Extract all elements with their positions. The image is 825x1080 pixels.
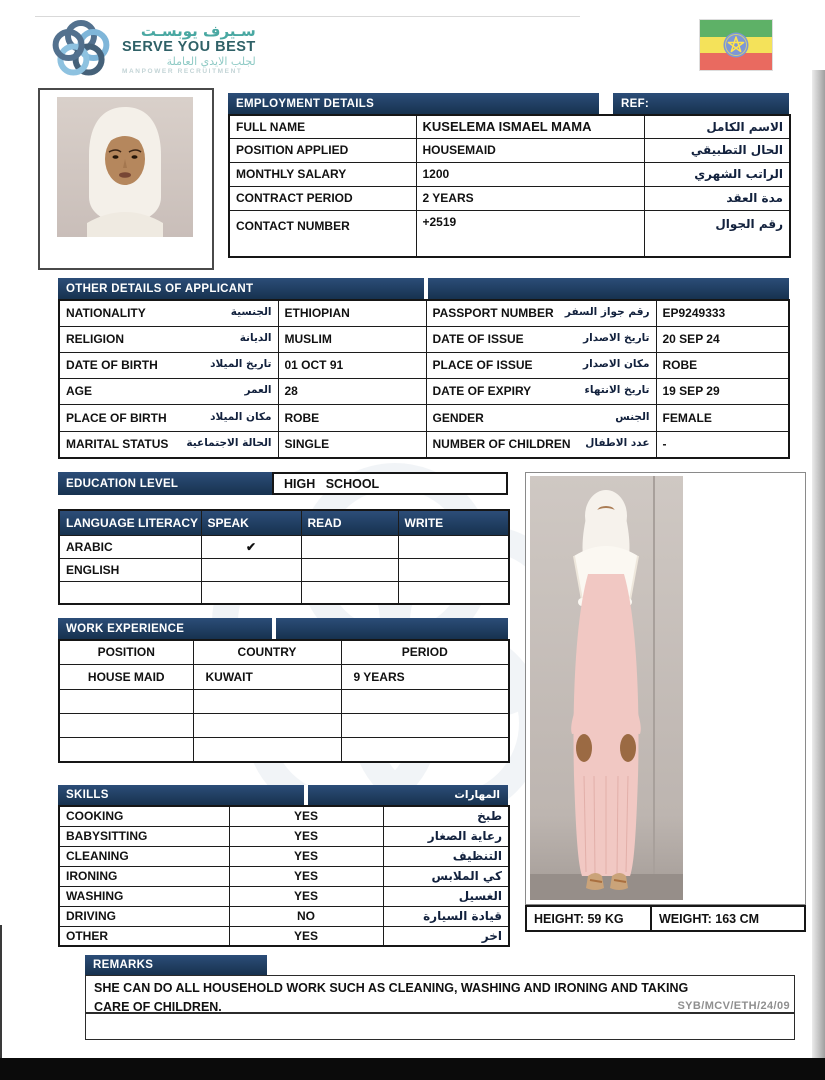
other-details-header — [58, 278, 789, 299]
fullbody-photo-frame — [525, 472, 806, 905]
language-name: ARABIC — [59, 535, 201, 558]
table-row — [59, 689, 509, 713]
cell — [398, 558, 509, 581]
cell — [301, 558, 398, 581]
skills-header — [58, 785, 508, 805]
field-label: NATIONALITY الجنسية — [59, 300, 278, 326]
table-row — [59, 378, 789, 404]
table-row — [229, 138, 790, 162]
agency-logo-icon — [50, 18, 112, 80]
applicant-headshot-photo — [57, 97, 193, 237]
table-row — [59, 806, 509, 826]
language-name: ENGLISH — [59, 558, 201, 581]
field-value: ROBE — [656, 352, 789, 378]
column-header: READ — [301, 510, 398, 535]
skill-name-ar: اخر — [383, 926, 509, 946]
column-header: POSITION — [59, 640, 193, 664]
remarks-empty-row — [85, 1013, 795, 1040]
weight-value: WEIGHT: 163 CM — [652, 905, 806, 932]
field-value: KUSELEMA ISMAEL MAMA — [416, 115, 644, 138]
field-value: 28 — [278, 378, 426, 404]
column-header: LANGUAGE LITERACY — [59, 510, 201, 535]
table-row — [59, 352, 789, 378]
headshot-photo-frame — [38, 88, 214, 270]
field-value: 2 YEARS — [416, 186, 644, 210]
column-header: COUNTRY — [193, 640, 341, 664]
header-notch — [272, 618, 276, 639]
skill-name-ar: الغسيل — [383, 886, 509, 906]
table-row — [59, 664, 509, 689]
header-notch — [424, 278, 428, 299]
field-label: PLACE OF ISSUE مكان الاصدار — [426, 352, 656, 378]
cell — [301, 535, 398, 558]
remarks-header — [85, 955, 267, 975]
agency-name: SERVE YOU BEST — [122, 39, 256, 56]
table-row — [59, 300, 789, 326]
skill-name-ar: طبخ — [383, 806, 509, 826]
measurements-row — [525, 905, 806, 932]
table-row — [59, 737, 509, 762]
field-label: AGE العمر — [59, 378, 278, 404]
skills-table — [58, 805, 510, 947]
field-label-ar: رقم الجوال — [644, 210, 790, 257]
skills-title-ar: المهارات — [454, 789, 500, 801]
table-row — [59, 640, 509, 664]
field-label: CONTRACT PERIOD — [229, 186, 416, 210]
cell — [341, 689, 509, 713]
skill-value: YES — [229, 826, 383, 846]
cell — [398, 535, 509, 558]
skill-name-ar: رعاية الصغار — [383, 826, 509, 846]
skill-name-ar: كي الملابس — [383, 866, 509, 886]
cell — [301, 581, 398, 604]
applicant-fullbody-photo — [530, 476, 683, 900]
field-label: NUMBER OF CHILDREN عدد الاطفال — [426, 431, 656, 458]
cell — [341, 737, 509, 762]
employment-details-header — [228, 93, 599, 114]
field-value: 01 OCT 91 — [278, 352, 426, 378]
field-label-ar: الراتب الشهري — [644, 162, 790, 186]
employment-details-title: EMPLOYMENT DETAILS — [236, 97, 375, 110]
cell — [193, 713, 341, 737]
work-experience-table — [58, 639, 510, 763]
work-country: KUWAIT — [193, 664, 341, 689]
document-reference-code: SYB/MCV/ETH/24/09 — [677, 1000, 790, 1012]
table-row — [229, 210, 790, 257]
table-row — [229, 162, 790, 186]
field-label: RELIGION الديانة — [59, 326, 278, 352]
field-label: GENDER الجنس — [426, 404, 656, 431]
field-label: FULL NAME — [229, 115, 416, 138]
skill-name: IRONING — [59, 866, 229, 886]
field-label: DATE OF ISSUE تاريخ الاصدار — [426, 326, 656, 352]
table-row — [59, 326, 789, 352]
skill-value: YES — [229, 806, 383, 826]
agency-tagline: MANPOWER RECRUITMENT — [122, 68, 243, 76]
cell — [341, 713, 509, 737]
field-label-ar: الاسم الكامل — [644, 115, 790, 138]
cell — [59, 737, 193, 762]
ref-header — [613, 93, 789, 114]
field-value: +2519 — [416, 210, 644, 257]
cell — [193, 689, 341, 713]
table-row — [59, 866, 509, 886]
cell — [201, 581, 301, 604]
field-label: MARITAL STATUS الحالة الاجتماعية — [59, 431, 278, 458]
work-period: 9 YEARS — [341, 664, 509, 689]
field-value: ETHIOPIAN — [278, 300, 426, 326]
skill-name-ar: التنظيف — [383, 846, 509, 866]
check-icon: ✔ — [201, 535, 301, 558]
field-value: HOUSEMAID — [416, 138, 644, 162]
table-row — [59, 906, 509, 926]
ref-label: REF: — [621, 97, 650, 110]
skill-value: YES — [229, 886, 383, 906]
other-details-title: OTHER DETAILS OF APPLICANT — [66, 282, 254, 295]
skill-name-ar: قيادة السيارة — [383, 906, 509, 926]
agency-logo — [50, 18, 256, 80]
table-row — [229, 186, 790, 210]
employment-table — [228, 114, 791, 258]
ethiopia-flag-icon — [700, 20, 772, 70]
field-label: MONTHLY SALARY — [229, 162, 416, 186]
header-notch — [304, 785, 308, 805]
agency-tagline-arabic: لجلب الايدي العاملة — [166, 54, 256, 68]
column-header: WRITE — [398, 510, 509, 535]
table-row — [59, 510, 509, 535]
field-value: 1200 — [416, 162, 644, 186]
skill-name: OTHER — [59, 926, 229, 946]
skills-title: SKILLS — [66, 789, 109, 801]
work-experience-title: WORK EXPERIENCE — [66, 622, 185, 635]
table-row — [59, 713, 509, 737]
skill-value: YES — [229, 926, 383, 946]
remarks-title: REMARKS — [93, 959, 154, 971]
table-row — [59, 826, 509, 846]
skill-value: YES — [229, 866, 383, 886]
language-literacy-table — [58, 509, 510, 605]
education-level-label: EDUCATION LEVEL — [66, 477, 179, 490]
table-row — [59, 846, 509, 866]
column-header: PERIOD — [341, 640, 509, 664]
table-row — [59, 535, 509, 558]
education-level-header — [58, 472, 272, 495]
skill-name: WASHING — [59, 886, 229, 906]
field-value: EP9249333 — [656, 300, 789, 326]
cell — [398, 581, 509, 604]
cell — [201, 558, 301, 581]
work-experience-header — [58, 618, 508, 639]
skill-value: YES — [229, 846, 383, 866]
agency-name-arabic: سـيرف يوبسـت — [140, 21, 256, 40]
field-value: MUSLIM — [278, 326, 426, 352]
table-row — [59, 431, 789, 458]
skill-name: DRIVING — [59, 906, 229, 926]
field-label: PASSPORT NUMBER رقم جواز السفر — [426, 300, 656, 326]
table-row — [59, 404, 789, 431]
scan-edge-left — [0, 925, 2, 1058]
cell — [193, 737, 341, 762]
field-label-ar: الحال التطبيقي — [644, 138, 790, 162]
table-row — [59, 558, 509, 581]
field-value: 19 SEP 29 — [656, 378, 789, 404]
scan-fold-line — [35, 16, 580, 17]
cell — [59, 713, 193, 737]
table-row — [59, 581, 509, 604]
remarks-text: SHE CAN DO ALL HOUSEHOLD WORK SUCH AS CLEANING, WASHING AND IRONING AND TAKING CARE OF CHILDREN. — [85, 975, 795, 1013]
scan-edge-right — [812, 70, 825, 1058]
table-row — [59, 886, 509, 906]
field-value: SINGLE — [278, 431, 426, 458]
field-value: 20 SEP 24 — [656, 326, 789, 352]
scan-edge-bottom — [0, 1058, 825, 1080]
language-name — [59, 581, 201, 604]
skill-value: NO — [229, 906, 383, 926]
field-value: ROBE — [278, 404, 426, 431]
field-value: - — [656, 431, 789, 458]
table-row — [229, 115, 790, 138]
skill-name: BABYSITTING — [59, 826, 229, 846]
column-header: SPEAK — [201, 510, 301, 535]
education-level-value: HIGH SCHOOL — [272, 472, 508, 495]
height-value: HEIGHT: 59 KG — [525, 905, 652, 932]
field-label: PLACE OF BIRTH مكان الميلاد — [59, 404, 278, 431]
field-value: FEMALE — [656, 404, 789, 431]
work-position: HOUSE MAID — [59, 664, 193, 689]
field-label-ar: مدة العقد — [644, 186, 790, 210]
field-label: DATE OF BIRTH تاريخ الميلاد — [59, 352, 278, 378]
field-label: CONTACT NUMBER — [229, 210, 416, 257]
skill-name: CLEANING — [59, 846, 229, 866]
cell — [59, 689, 193, 713]
other-details-table — [58, 299, 790, 459]
table-row — [59, 926, 509, 946]
skill-name: COOKING — [59, 806, 229, 826]
field-label: DATE OF EXPIRY تاريخ الانتهاء — [426, 378, 656, 404]
field-label: POSITION APPLIED — [229, 138, 416, 162]
